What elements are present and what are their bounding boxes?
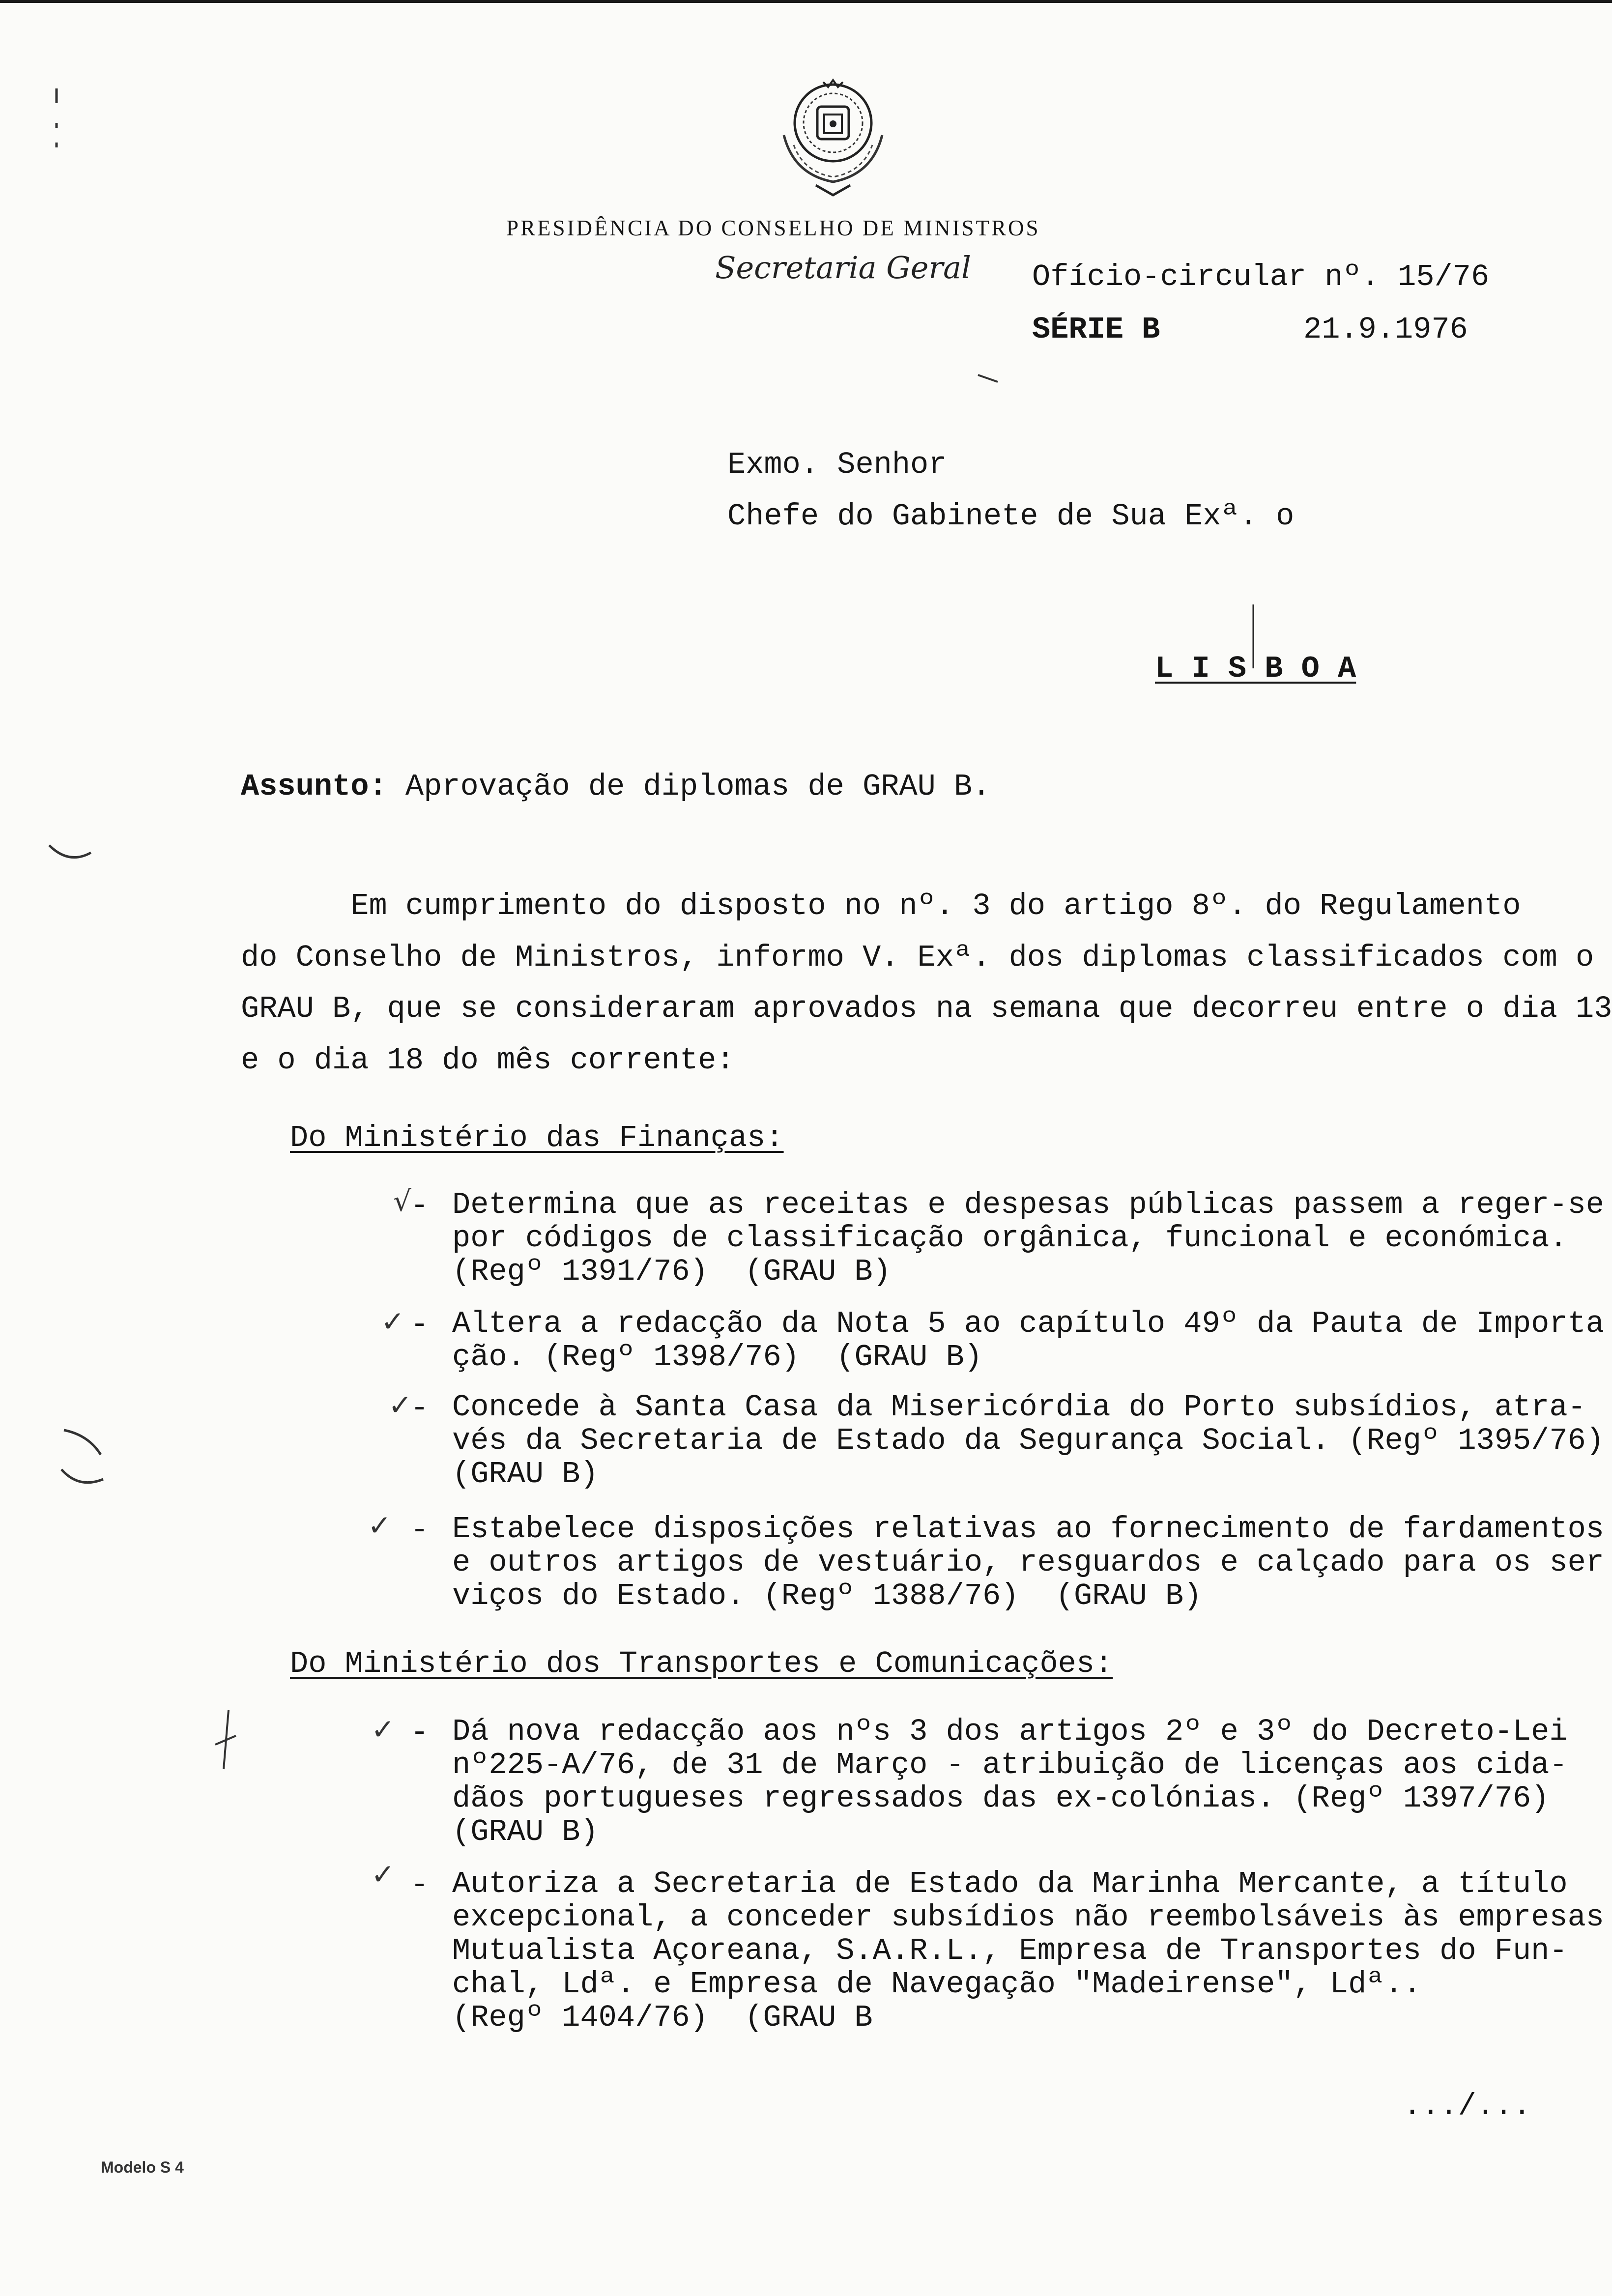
item-dash: -: [410, 1188, 429, 1223]
diploma-line: (Regº 1391/76) (GRAU B): [452, 1254, 891, 1289]
diploma-line: (GRAU B): [452, 1457, 599, 1492]
diploma-item: [452, 1306, 1604, 1375]
diploma-line: excepcional, a conceder subsídios não reembolsáveis às empresas: [452, 1900, 1604, 1935]
diploma-item: [452, 1866, 1604, 2035]
diploma-item: [452, 1715, 1583, 1849]
intro-line: do Conselho de Ministros, informo V. Exª. dos diplomas classificados com o: [241, 940, 1594, 975]
section-heading-transportes: Do Ministério dos Transportes e Comunicações:: [290, 1646, 1113, 1681]
diploma-line: nº225-A/76, de 31 de Março - atribuição de licenças aos cida-: [452, 1748, 1568, 1782]
diploma-line: vés da Secretaria de Estado da Segurança Social. (Regº 1395/76): [452, 1423, 1604, 1458]
stray-mark-icon: [976, 371, 1005, 386]
diploma-item: [452, 1390, 1604, 1492]
vertical-mark-icon: [1248, 604, 1258, 673]
diploma-line: ção. (Regº 1398/76) (GRAU B): [452, 1340, 982, 1375]
diploma-line: por códigos de classificação orgânica, funcional e económica.: [452, 1221, 1568, 1256]
oficio-number: Ofício-circular nº. 15/76: [1032, 259, 1490, 294]
addressee-city: L I S B O A: [1155, 651, 1356, 686]
diploma-line: Altera a redacção da Nota 5 ao capítulo 49º da Pauta de Importa: [452, 1306, 1604, 1341]
diploma-line: viços do Estado. (Regº 1388/76) (GRAU B): [452, 1578, 1202, 1613]
diploma-line: Autoriza a Secretaria de Estado da Marinha Mercante, a título: [452, 1866, 1568, 1901]
scan-speck-icon: [49, 84, 64, 162]
margin-tick-icon: [211, 1705, 241, 1774]
diploma-item: [452, 1187, 1604, 1289]
check-mark-icon: ✓: [368, 1509, 392, 1542]
item-dash: -: [410, 1867, 429, 1902]
diploma-line: Concede à Santa Casa da Misericórdia do Porto subsídios, atra-: [452, 1390, 1586, 1425]
item-dash: -: [410, 1513, 429, 1548]
subject-label: Assunto:: [241, 769, 387, 804]
institution-header: PRESIDÊNCIA DO CONSELHO DE MINISTROS: [506, 216, 1040, 240]
document-date: 21.9.1976: [1303, 312, 1468, 347]
item-dash: -: [410, 1307, 429, 1342]
continuation-marker: .../...: [1403, 2089, 1531, 2124]
diploma-line: (Regº 1404/76) (GRAU B: [452, 2000, 873, 2035]
diploma-line: dãos portugueses regressados das ex-colónias. (Regº 1397/76): [452, 1781, 1550, 1816]
check-mark-icon: √: [393, 1184, 411, 1218]
coat-of-arms-seal-icon: [774, 76, 892, 199]
diploma-line: (GRAU B): [452, 1814, 599, 1849]
form-model-label: Modelo S 4: [101, 2158, 184, 2176]
intro-line: Em cumprimento do disposto no nº. 3 do artigo 8º. do Regulamento: [241, 889, 1521, 923]
diploma-item: [452, 1512, 1604, 1613]
subject-text: Aprovação de diplomas de GRAU B.: [405, 769, 991, 804]
top-edge-rule: [0, 0, 1612, 3]
check-mark-icon: ✓: [388, 1388, 412, 1422]
item-dash: -: [410, 1715, 429, 1750]
margin-bracket-icon: [54, 1425, 123, 1504]
diploma-line: Estabelece disposições relativas ao fornecimento de fardamentos: [452, 1512, 1604, 1547]
salutation: Exmo. Senhor: [727, 447, 947, 482]
diploma-line: e outros artigos de vestuário, resguardos e calçado para os ser: [452, 1545, 1604, 1580]
department-signature: Secretaria Geral: [715, 250, 971, 286]
check-mark-icon: ✓: [381, 1305, 405, 1338]
diploma-line: Dá nova redacção aos nºs 3 dos artigos 2º e 3º do Decreto-Lei: [452, 1714, 1568, 1749]
subject-line: [241, 769, 990, 804]
diploma-line: Mutualista Açoreana, S.A.R.L., Empresa de Transportes do Fun-: [452, 1933, 1568, 1968]
margin-mark-icon: [44, 835, 103, 875]
diploma-line: chal, Ldª. e Empresa de Navegação "Madeirense", Ldª..: [452, 1967, 1421, 2002]
intro-line: e o dia 18 do mês corrente:: [241, 1043, 735, 1078]
check-mark-icon: ✓: [371, 1858, 395, 1891]
intro-line: GRAU B, que se consideraram aprovados na semana que decorreu entre o dia 13: [241, 991, 1612, 1026]
serie-label: SÉRIE B: [1032, 312, 1160, 347]
section-heading-financas: Do Ministério das Finanças:: [290, 1120, 784, 1155]
diploma-line: Determina que as receitas e despesas públicas passem a reger-se: [452, 1187, 1604, 1222]
check-mark-icon: ✓: [371, 1713, 395, 1746]
addressee-title: Chefe do Gabinete de Sua Exª. o: [727, 499, 1295, 534]
item-dash: -: [410, 1391, 429, 1426]
